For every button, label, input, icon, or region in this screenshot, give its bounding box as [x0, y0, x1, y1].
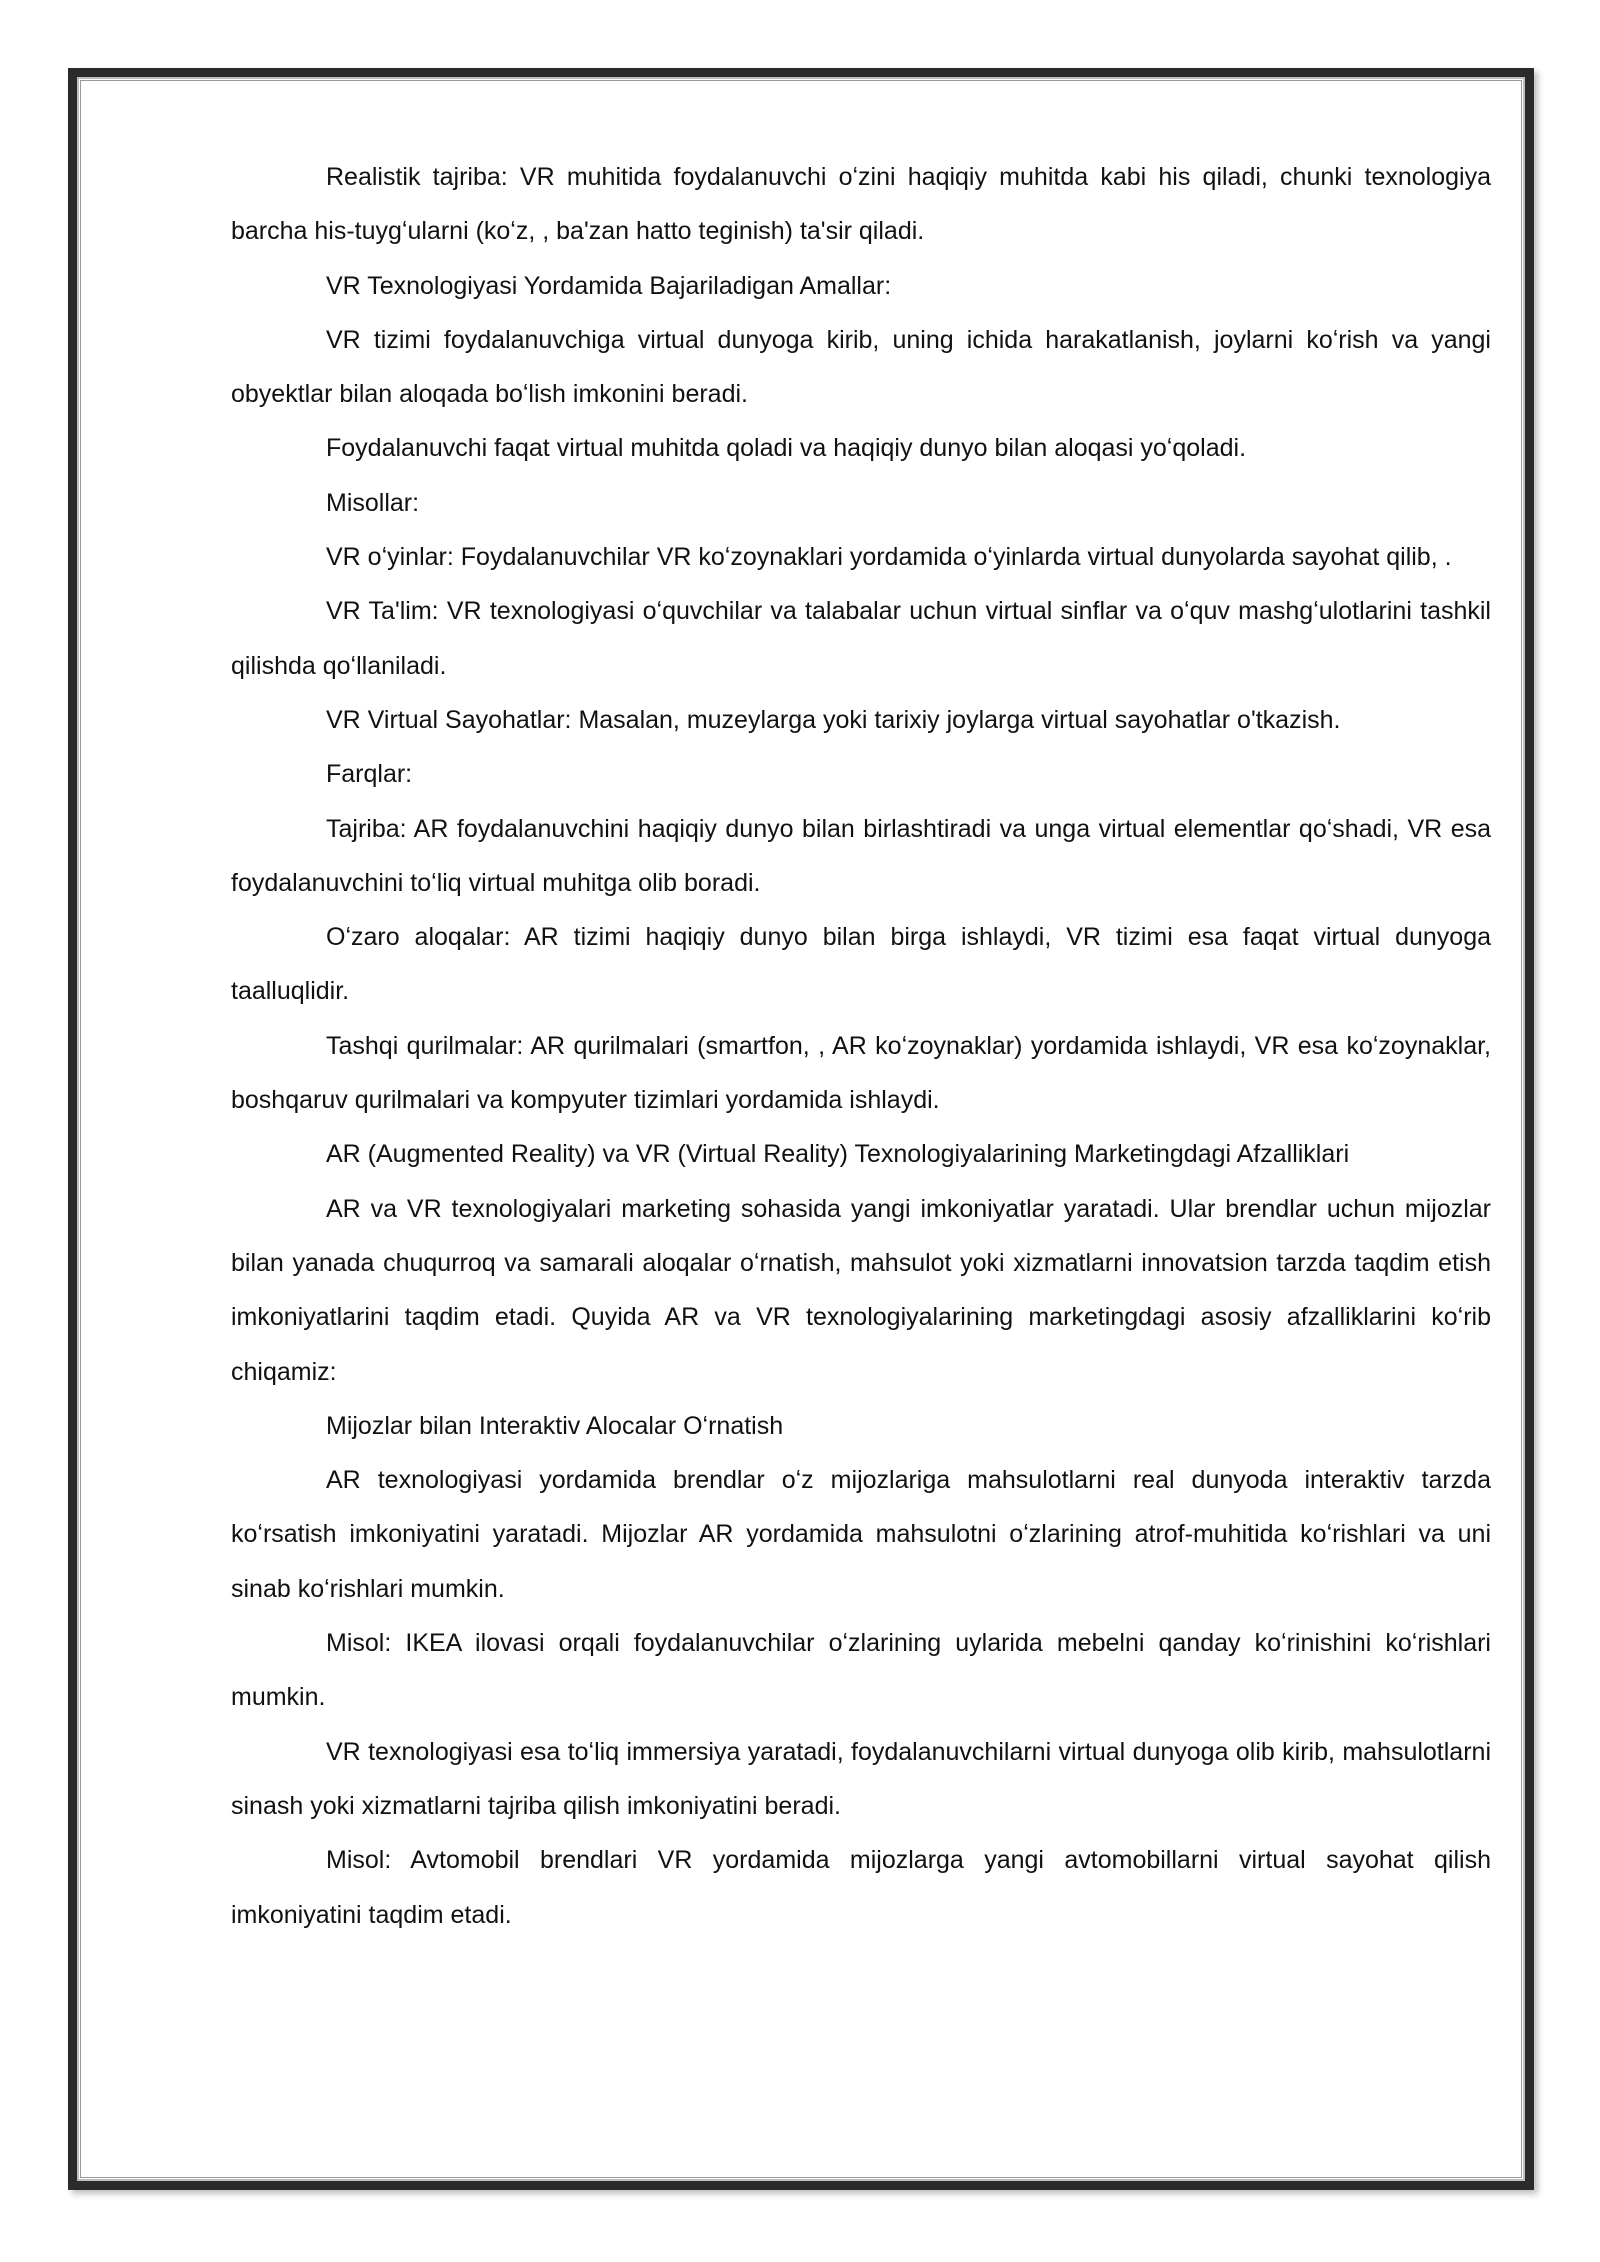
paragraph-misol-avtomobil: Misol: Avtomobil brendlari VR yordamida mijozlarga yangi avtomobillarni virtual sayohat qilish imkoniyatini taqdim etadi. [231, 1846, 1491, 1929]
paragraph-tajriba: Tajriba: AR foydalanuvchini haqiqiy dunyo bilan birlashtiradi va unga virtual elementlar qoʻshadi, VR esa foydalanuvchini toʻliq virtual muhitga olib boradi. [231, 814, 1491, 897]
paragraph-vr-oyinlar: VR oʻyinlar: Foydalanuvchilar VR koʻzoynaklari yordamida oʻyinlarda virtual dunyolarda sayohat qilib, . [326, 543, 1452, 572]
paragraph-ar-texnologiyasi: AR texnologiyasi yordamida brendlar oʻz mijozlariga mahsulotlarni real dunyoda interaktiv tarzda koʻrsatish imkoniyatini yaratadi. Mijozlar AR yordamida mahsulotni oʻzlarining atrof-muhitida koʻrishlari va uni sinab koʻrishlari mumkin. [231, 1466, 1491, 1603]
paragraph-misollar-heading: Misollar: [326, 488, 420, 517]
document-body [231, 150, 1491, 1942]
paragraph-interaktiv-alocalar-heading: Mijozlar bilan Interaktiv Alocalar Oʻrnatish [326, 1411, 784, 1440]
paragraph-tashqi-qurilmalar: Tashqi qurilmalar: AR qurilmalari (smartfon, , AR koʻzoynaklar) yordamida ishlaydi, VR esa koʻzoynaklar, boshqaruv qurilmalari va kompyuter tizimlari yordamida ishlaydi. [231, 1031, 1491, 1115]
paragraph-vr-tizimi: VR tizimi foydalanuvchiga virtual dunyoga kirib, uning ichida harakatlanish, joylarni koʻrish va yangi obyektlar bilan aloqada boʻlish imkonini beradi. [231, 325, 1491, 409]
paragraph-farqlar-heading: Farqlar: [326, 760, 413, 789]
paragraph-vr-talim: VR Ta'lim: VR texnologiyasi oʻquvchilar va talabalar uchun virtual sinflar va oʻquv mashgʻulotlarini tashkil qilishda qoʻllaniladi. [231, 597, 1491, 680]
paragraph-vr-virtual-sayohatlar: VR Virtual Sayohatlar: Masalan, muzeylarga yoki tarixiy joylarga virtual sayohatlar o'tkazish. [326, 705, 1341, 734]
paragraph-vr-amallar-heading: VR Texnologiyasi Yordamida Bajariladigan Amallar: [326, 271, 892, 300]
paragraph-ar-vr-marketing: AR va VR texnologiyalari marketing sohasida yangi imkoniyatlar yaratadi. Ular brendlar uchun mijozlar bilan yanada chuqurroq va samarali aloqalar oʻrnatish, mahsulot yoki xizmatlarni innovatsion tarzda taqdim etish imkoniyatlarini taqdim etadi. Quyida AR va VR texnologiyalarining marketingdagi asosiy afzalliklarini koʻrib chiqamiz: [231, 1194, 1491, 1386]
paragraph-foydalanuvchi-faqat: Foydalanuvchi faqat virtual muhitda qoladi va haqiqiy dunyo bilan aloqasi yoʻqoladi. [326, 434, 1247, 463]
paragraph-ar-vr-afzalliklari-heading: AR (Augmented Reality) va VR (Virtual Reality) Texnologiyalarining Marketingdagi Afzalliklari [326, 1140, 1350, 1169]
paragraph-ozaro-aloqalar: Oʻzaro aloqalar: AR tizimi haqiqiy dunyo bilan birga ishlaydi, VR tizimi esa faqat virtual dunyoga taalluqlidir. [231, 923, 1491, 1006]
paragraph-misol-ikea: Misol: IKEA ilovasi orqali foydalanuvchilar oʻzlarining uylarida mebelni qanday koʻrinishini koʻrishlari mumkin. [231, 1629, 1491, 1712]
paragraph-vr-texnologiyasi-immersiya: VR texnologiyasi esa toʻliq immersiya yaratadi, foydalanuvchilarni virtual dunyoga olib kirib, mahsulotlarni sinash yoki xizmatlarni tajriba qilish imkoniyatini beradi. [231, 1737, 1491, 1820]
paragraph-realistik-tajriba: Realistik tajriba: VR muhitida foydalanuvchi oʻzini haqiqiy muhitda kabi his qiladi, chunki texnologiya barcha his-tuygʻularni (koʻz, , ba'zan hatto teginish) ta'sir qiladi. [231, 163, 1491, 246]
